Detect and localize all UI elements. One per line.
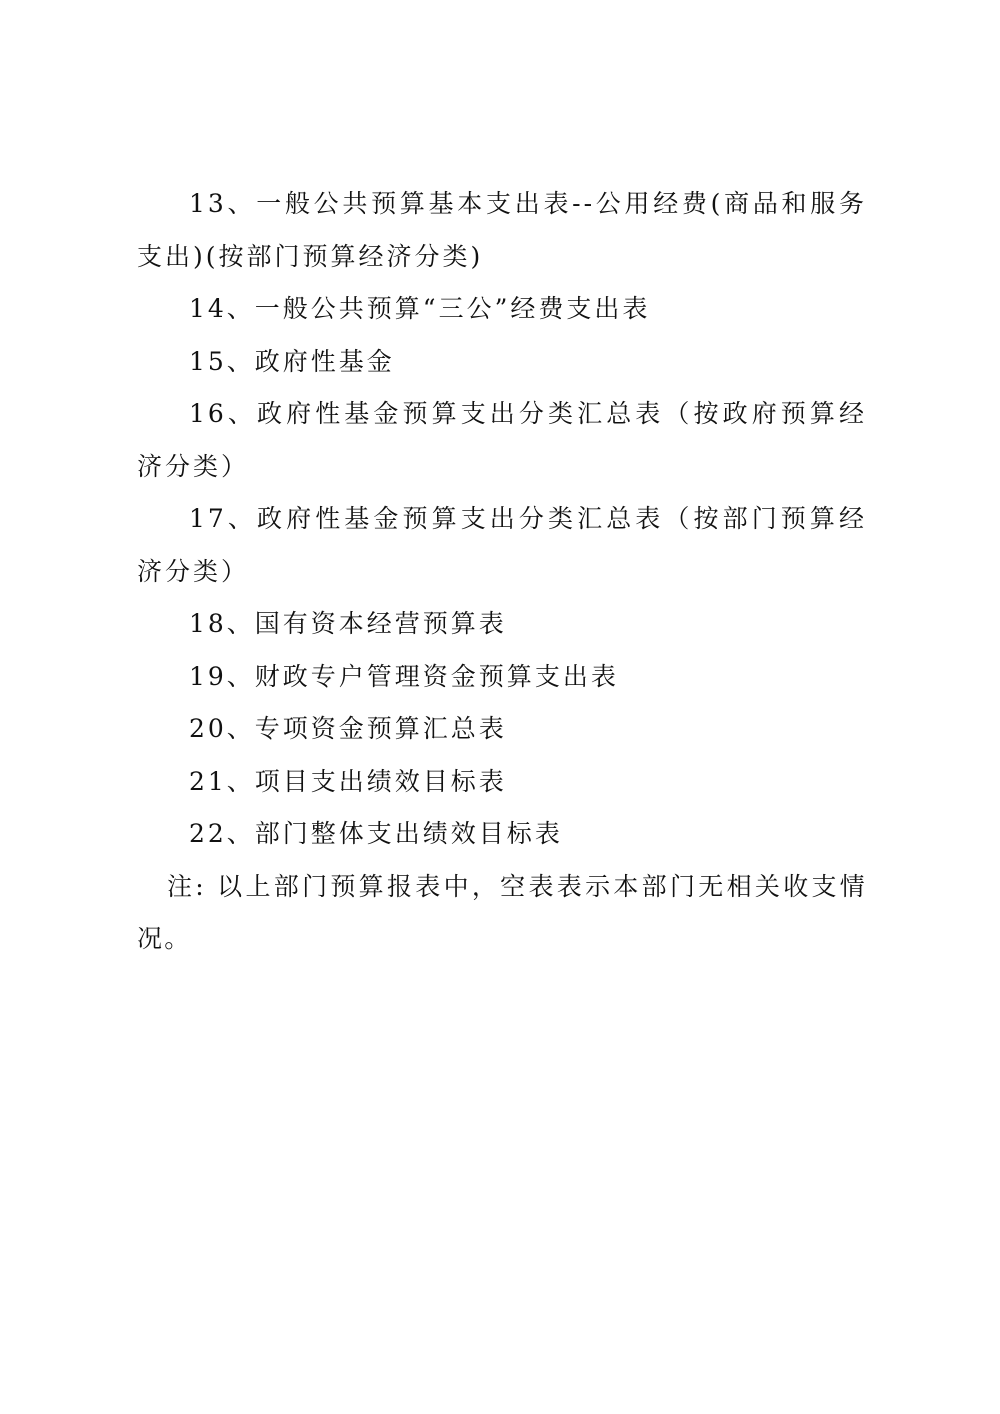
list-item-16: 16、政府性基金预算支出分类汇总表（按政府预算经济分类） [137,399,867,481]
list-item-13: 13、一般公共预算基本支出表--公用经费(商品和服务支出)(按部门预算经济分类) [137,189,867,271]
list-item-15: 15、政府性基金 [189,346,395,376]
note-text: 注: 以上部门预算报表中，空表表示本部门无相关收支情况。 [137,871,867,953]
list-item-21: 21、项目支出绩效目标表 [189,766,507,796]
list-item-19: 19、财政专户管理资金预算支出表 [189,661,619,691]
list-item-14: 14、一般公共预算“三公”经费支出表 [189,294,651,323]
document-body [137,178,867,966]
list-item-22: 22、部门整体支出绩效目标表 [189,819,563,848]
list-item-20: 20、专项资金预算汇总表 [189,714,507,743]
list-item-18: 18、国有资本经营预算表 [189,609,507,638]
list-item-17: 17、政府性基金预算支出分类汇总表（按部门预算经济分类） [137,504,867,586]
